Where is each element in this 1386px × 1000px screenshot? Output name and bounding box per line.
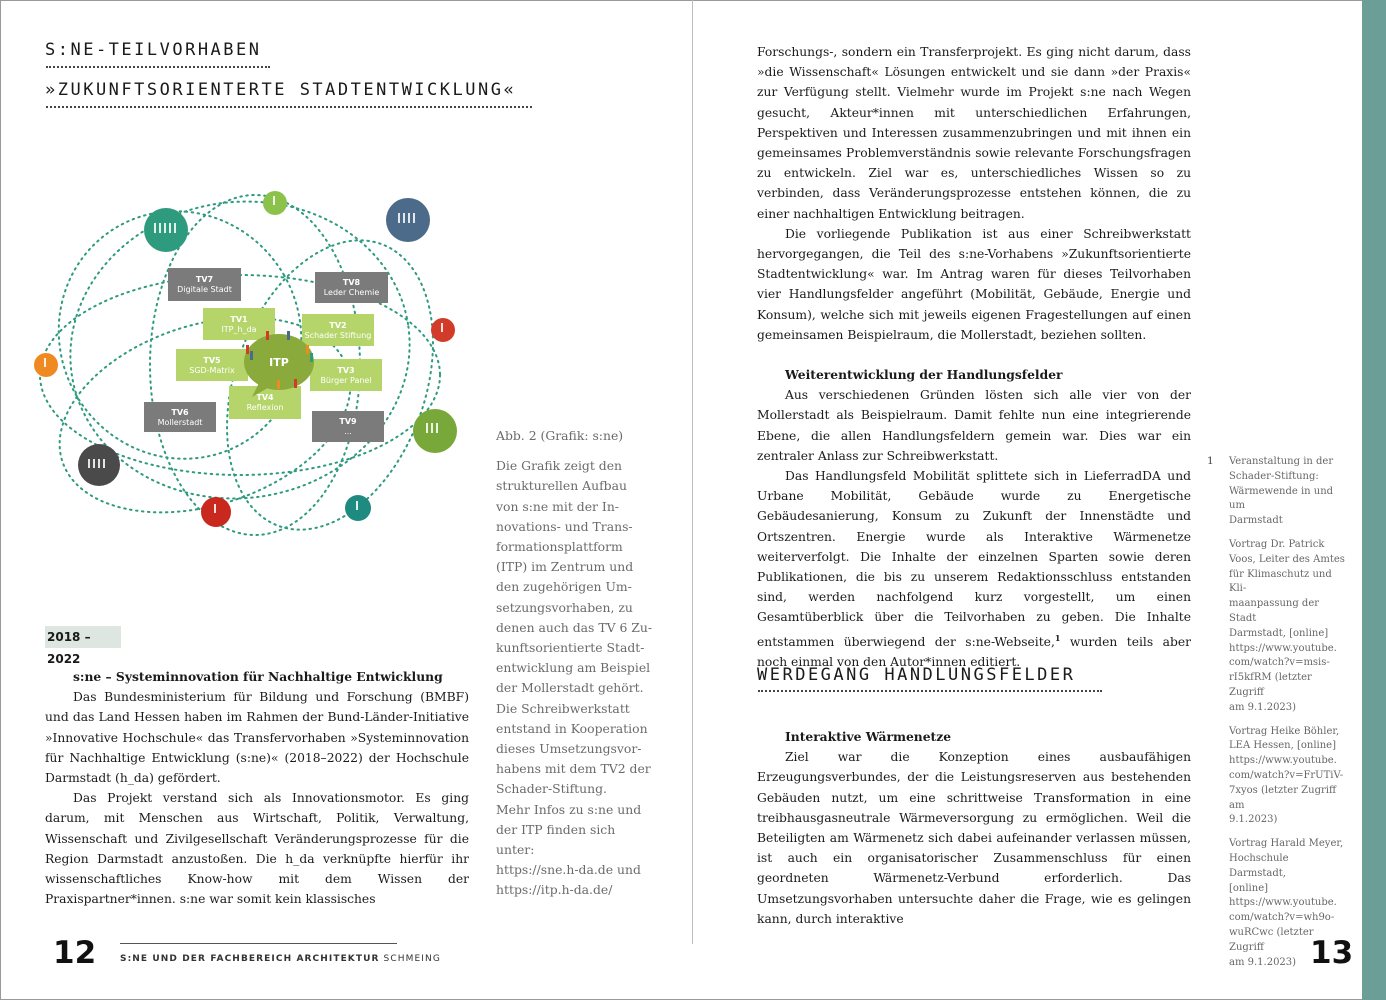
caption-line: der Mollerstadt gehört. <box>496 680 644 696</box>
year-tag: 2018 – 2022 <box>45 626 121 648</box>
accent-bar <box>1362 0 1386 1000</box>
paragraph: Die vorliegende Publikation ist aus einer Schreibwerkstatt hervorgegangen, die Teil des s:ne-Vorhabens »Zukunftsorientierte Stadtentwicklung« war. Im Antrag waren für dieses Teilvorhaben vier Handlungsfelder angeführt (Mobilität, Gebäude, Energie und Konsum), welche sich mit jeweils eigenen Fragestellungen auf einen gemeinsamen Beispielraum, die Mollerstadt, beziehen sollten. <box>757 226 1191 342</box>
book-gutter <box>692 0 693 944</box>
caption-line: von s:ne mit der In- <box>496 498 619 514</box>
footnote-number: 1 <box>1207 455 1214 467</box>
footer-author: SCHMEING <box>383 954 441 964</box>
paragraph: Das Projekt verstand sich als Innovationsmotor. Es ging darum, mit Menschen aus Wirtschaft, Politik, Verwaltung, Wissenschaft und Zivilgesellschaft Veränderungsprozesse für die Region Darmstadt anzustoßen. Die h_da verknüpfte hierfür ihr wissenschaftliches Know-how mit dem Wissen der Praxispartner*innen. s:ne war somit kein klassisches <box>45 791 469 907</box>
sub-heading: Weiterentwicklung der Handlungsfelder <box>785 367 1063 383</box>
box-label: ITP_h_da <box>221 325 257 334</box>
caption-line: Die Grafik zeigt den <box>496 458 623 474</box>
caption-line: formationsplattform <box>496 539 623 555</box>
footnote-ref[interactable]: 1 <box>1054 632 1061 643</box>
box-code: TV8 <box>342 278 361 287</box>
caption-line: denen auch das TV 6 Zu- <box>496 619 653 635</box>
tv-box <box>310 359 382 391</box>
caption-line: (ITP) im Zentrum und <box>496 559 634 575</box>
caption-line: kunftsorientierte Stadt- <box>496 640 645 656</box>
title-underline <box>758 690 1102 692</box>
paragraph: Das Bundesministerium für Bildung und Forschung (BMBF) und das Land Hessen haben im Rahmen der Bund-Länder-Initiative »Innovative Hochschule« das Transfervorhaben »Systeminnovation für Nachhaltige Entwicklung (s:ne)« (2018–2022) der Hochschule Darmstadt (h_da) gefördert. <box>45 690 469 786</box>
caption-title: Abb. 2 (Grafik: s:ne) <box>496 428 624 443</box>
footnote: Vortrag Dr. Patrick Voos, Leiter des Amtes für Klimaschutz und Kli- maanpassung der Stadt Darmstadt, [online] https://www.youtube. com/watch?v=msis- rI5kfRM (letzter Zugriff am 9.1.2023) <box>1229 538 1345 713</box>
caption-line: den zugehörigen Um- <box>496 579 632 595</box>
section-title-line2: »ZUKUNFTSORIENTERTE STADTENTWICKLUNG« <box>45 80 517 100</box>
tv-box <box>176 349 248 381</box>
footnote: Veranstaltung in der Schader-Stiftung: Wärmewende in und um Darmstadt <box>1229 456 1334 527</box>
title-underline <box>46 106 532 108</box>
caption-line: Die Schreibwerkstatt <box>496 700 630 716</box>
box-code: TV1 <box>230 315 248 324</box>
sub-heading: Interaktive Wärmenetze <box>785 729 952 744</box>
caption-line: dieses Umsetzungsvor- <box>496 741 642 757</box>
right-body-text <box>757 42 1191 672</box>
box-code: TV7 <box>195 275 214 284</box>
right-body-text-2 <box>757 727 1191 929</box>
figure-caption <box>496 426 656 901</box>
tv-box <box>203 308 275 340</box>
paragraph-text: Das Handlungsfeld Mobilität splittete sich in LieferradDA und Urbane Mobilität, Gebäude wurde zu Energetische Gebäudesanierung, Konsum zu Zukunft der Innenstädte und Ortszentren. Energie wurde als Interaktive Wärmenetze weiterverfolgt. Die Inhalte der einzelnen Sparten sowie deren Publikationen, die bis zu unserem Redaktionsschluss entstanden sind, werden nachfolgend kurz vorgestellt, um einen Gesamtüberblick über die Teilvorhaben zu geben. Die Inhalte entstammen überwiegend der s:ne-Webseite, <box>757 469 1191 649</box>
title-underline <box>46 66 270 68</box>
box-label: Digitale Stadt <box>177 285 232 294</box>
box-code: TV2 <box>329 321 347 330</box>
paragraph: Forschungs-, sondern ein Transferprojekt. Es ging nicht darum, dass »die Wissenschaft« Lösungen entwickelt und sie dann »der Praxis« zur Verfügung stellt. Vielmehr wurde im Projekt s:ne nach Wegen gesucht, Akteur*innen mit unterschiedlichen Erfahrungen, Perspektiven und Interessen zusammenzubringen und mit ihnen ein gemeinsames Problemverständnis sowie relevante Forschungsfragen zu entwickeln. Ziel war es, unterschiedliches Wissen so zu verbinden, dass Veränderungsprozesse entstehen können, die zu einer nachhaltigen Entwicklung beitragen. <box>757 45 1191 221</box>
box-label: SGD-Matrix <box>189 366 235 375</box>
box-label: Bürger Panel <box>320 376 372 385</box>
running-footer <box>120 954 441 964</box>
paragraph-text: wurden teils aber noch einmal von den Autor*innen editiert. <box>757 634 1192 669</box>
box-label: Schader Stiftung <box>304 331 372 340</box>
tv-box <box>302 314 374 346</box>
section-title: WERDEGANG HANDLUNGSFELDER <box>757 665 1076 685</box>
caption-line: entwicklung am Beispiel <box>496 660 651 676</box>
tv-box <box>144 402 216 432</box>
caption-line: novations- und Trans- <box>496 518 633 534</box>
box-label: ... <box>344 427 352 436</box>
footer-title: S:NE UND DER FACHBEREICH ARCHITEKTUR <box>120 954 380 964</box>
caption-line: der ITP finden sich unter: <box>496 821 616 858</box>
caption-line: setzungsvorhaben, zu <box>496 599 633 615</box>
caption-line: https://itp.h-da.de/ <box>496 882 613 898</box>
page-number-left: 12 <box>53 935 97 971</box>
sne-structure-diagram <box>30 185 470 545</box>
left-body-text <box>45 667 469 909</box>
footer-rule <box>120 943 397 944</box>
box-label: Leder Chemie <box>323 288 380 297</box>
network-node <box>413 409 457 453</box>
box-label: Mollerstadt <box>157 418 203 427</box>
caption-line: entstand in Kooperation <box>496 720 648 736</box>
box-label: Reflexion <box>246 403 284 412</box>
box-code: TV6 <box>171 408 189 417</box>
paragraph: Ziel war die Konzeption eines ausbaufähigen Erzeugungsverbundes, der die Leistungsreserven aus bestehenden Gebäuden nutzt, um eine schrittweise Transformation in eine treibhausgasneutrale Wärmeversorgung zu ermöglichen. Weil die Beteiligten am Wärmenetz sich dabei aufeinander verlassen müssen, ist auch ein organisatorischer Zusammenschluss für einen geordneten Wärmenetz-Verbund erforderlich. Das Umsetzungsvorhaben untersuchte daher die Frage, wie es gelingen kann, durch interaktive <box>757 750 1191 926</box>
itp-label: ITP <box>269 356 289 369</box>
paragraph <box>757 466 1191 672</box>
section-title-line1: S:NE-TEILVORHABEN <box>45 40 262 60</box>
box-code: TV4 <box>256 393 274 402</box>
caption-line: https://sne.h-da.de und <box>496 862 641 878</box>
footnote: Vortrag Heike Böhler, LEA Hessen, [online] https://www.youtube. com/watch?v=FrUTiV- 7xyos (letzter Zugriff am 9.1.2023) <box>1229 725 1344 826</box>
box-code: TV9 <box>339 417 357 426</box>
box-code: TV3 <box>337 366 355 375</box>
caption-line: habens mit dem TV2 der <box>496 761 651 777</box>
footnotes <box>1229 455 1347 979</box>
caption-line: Schader-Stiftung. <box>496 781 607 797</box>
footnote: Vortrag Harald Meyer, Hochschule Darmstadt, [online] https://www.youtube. com/watch?v=wh9o- wuRCwc (letzter Zugriff am 9.1.2023) <box>1229 838 1344 968</box>
sub-heading: s:ne – Systeminnovation für Nachhaltige Entwicklung <box>73 669 443 684</box>
caption-line: strukturellen Aufbau <box>496 478 627 494</box>
page-number-right: 13 <box>1310 935 1354 971</box>
caption-line: Mehr Infos zu s:ne und <box>496 801 642 817</box>
box-code: TV5 <box>203 356 221 365</box>
paragraph: Aus verschiedenen Gründen lösten sich alle vier von der Mollerstadt als Beispielraum. Damit fehlte nun eine integrierende Ebene, die allen Handlungsfeldern gemein war. Dies war ein zentraler Anlass zur Schreibwerkstatt. <box>757 388 1191 463</box>
